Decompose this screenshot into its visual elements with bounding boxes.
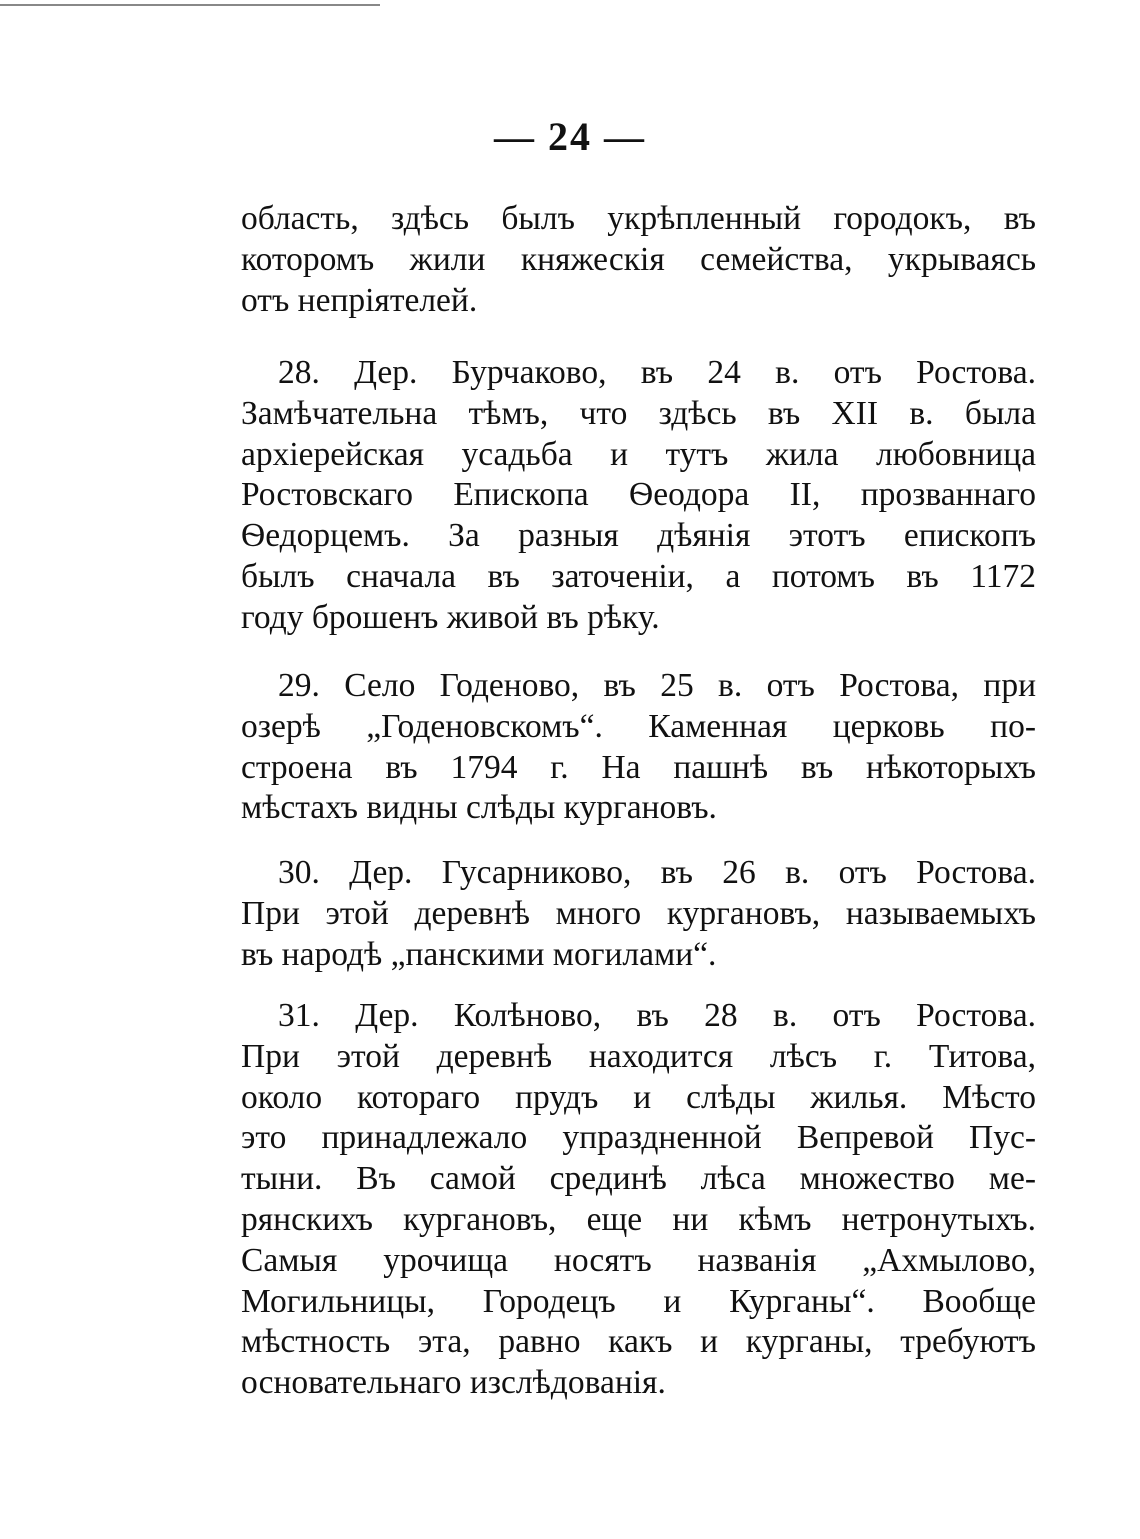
text-line: строена въ 1794 г. На пашнѣ въ нѣкоторыхъ <box>241 748 1036 786</box>
scan-edge-mark <box>0 4 380 6</box>
text-line: Ѳедорцемъ. За разныя дѣянія этотъ епископъ <box>241 517 1036 555</box>
paragraph-continuation <box>241 199 1036 321</box>
text-line: около котораго прудъ и слѣды жилья. Мѣсто <box>241 1078 1036 1116</box>
entry-31 <box>241 996 1036 1404</box>
text-line: это принадлежало упраздненной Вепревой Пус- <box>241 1119 1036 1157</box>
entry-heading-line: 29. Село Годеново, въ 25 в. отъ Ростова, при <box>278 667 1036 704</box>
entry-heading-line: 28. Дер. Бурчаково, въ 24 в. отъ Ростова. <box>278 354 1036 391</box>
text-line: архіерейская усадьба и тутъ жила любовница <box>241 435 1036 473</box>
text-line: основательнаго изслѣдованія. <box>241 1364 666 1402</box>
text-line: въ народѣ „панскими могилами“. <box>241 935 717 973</box>
entry-29 <box>241 666 1036 829</box>
text-line: отъ непріятелей. <box>241 281 478 319</box>
text-line: Самыя урочища носятъ названія „Ахмылово, <box>241 1241 1036 1279</box>
text-line: Замѣчательна тѣмъ, что здѣсь въ XII в. была <box>241 394 1036 432</box>
entry-30 <box>241 853 1036 975</box>
text-line: рянскихъ кургановъ, еще ни кѣмъ нетронутыхъ. <box>241 1200 1036 1238</box>
text-line: тыни. Въ самой срединѣ лѣса множество ме- <box>241 1160 1036 1198</box>
text-line: былъ сначала въ заточеніи, а потомъ въ 1172 <box>241 557 1036 595</box>
text-line: область, здѣсь былъ укрѣпленный городокъ, въ <box>241 200 1036 237</box>
text-line: мѣстахъ видны слѣды кургановъ. <box>241 789 717 827</box>
entry-28 <box>241 353 1036 639</box>
entry-heading-line: 30. Дер. Гусарниково, въ 26 в. отъ Ростова. <box>278 854 1036 891</box>
text-line: Ростовскаго Епископа Ѳеодора II, прозваннаго <box>241 476 1036 514</box>
text-line: мѣстность эта, равно какъ и курганы, требуютъ <box>241 1323 1036 1361</box>
entry-heading-line: 31. Дер. Колѣново, въ 28 в. отъ Ростова. <box>278 997 1036 1034</box>
text-line: году брошенъ живой въ рѣку. <box>241 598 660 636</box>
page-number: — 24 — <box>494 114 646 159</box>
text-line: При этой деревнѣ находится лѣсъ г. Титова, <box>241 1037 1036 1075</box>
text-line: которомъ жили княжескія семейства, укрываясь <box>241 240 1036 278</box>
text-line: озерѣ „Годеновскомъ“. Каменная церковь по- <box>241 707 1036 745</box>
text-line: При этой деревнѣ много кургановъ, называемыхъ <box>241 894 1036 932</box>
text-line: Могильницы, Городецъ и Курганы“. Вообще <box>241 1282 1036 1320</box>
